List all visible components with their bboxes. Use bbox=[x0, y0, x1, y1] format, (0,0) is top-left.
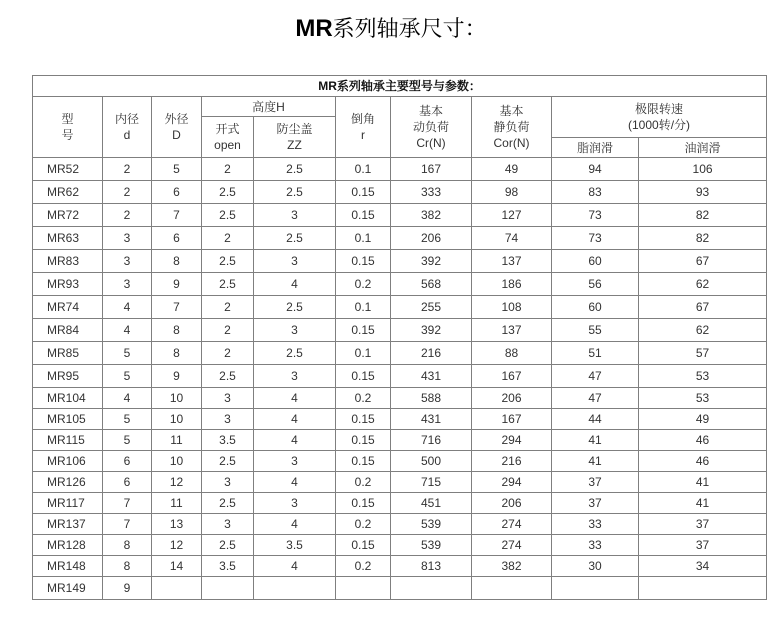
cell-open: 3 bbox=[202, 514, 254, 535]
table-row bbox=[33, 535, 767, 556]
cell-outer: 12 bbox=[152, 535, 202, 556]
cell-grease: 73 bbox=[552, 227, 639, 250]
header-outer-line1: 外径 bbox=[164, 112, 189, 126]
header-outer-line2: D bbox=[172, 128, 181, 142]
cell-zz: 3 bbox=[254, 493, 336, 514]
cell-zz: 2.5 bbox=[254, 296, 336, 319]
header-chamfer bbox=[336, 97, 391, 158]
cell-dynamic: 206 bbox=[391, 227, 472, 250]
header-dynamic-line3: Cr(N) bbox=[416, 136, 446, 150]
cell-zz: 3 bbox=[254, 451, 336, 472]
table-row bbox=[33, 577, 767, 600]
table-row bbox=[33, 319, 767, 342]
table-row bbox=[33, 342, 767, 365]
cell-inner: 2 bbox=[103, 181, 152, 204]
cell-model: MR62 bbox=[33, 181, 103, 204]
table-row bbox=[33, 181, 767, 204]
header-model bbox=[33, 97, 103, 158]
cell-oil: 62 bbox=[639, 319, 767, 342]
cell-oil: 49 bbox=[639, 409, 767, 430]
cell-static: 206 bbox=[472, 388, 552, 409]
cell-oil: 82 bbox=[639, 227, 767, 250]
cell-outer: 9 bbox=[152, 365, 202, 388]
cell-dynamic: 716 bbox=[391, 430, 472, 451]
cell-oil bbox=[639, 577, 767, 600]
cell-dynamic: 392 bbox=[391, 250, 472, 273]
cell-model: MR105 bbox=[33, 409, 103, 430]
table-row bbox=[33, 493, 767, 514]
cell-static: 127 bbox=[472, 204, 552, 227]
header-static-load bbox=[472, 97, 552, 158]
table-row bbox=[33, 451, 767, 472]
cell-inner: 6 bbox=[103, 451, 152, 472]
title-suffix: 系列轴承尺寸： bbox=[332, 17, 487, 42]
cell-dynamic: 588 bbox=[391, 388, 472, 409]
header-limit-speed bbox=[552, 97, 767, 138]
cell-model: MR93 bbox=[33, 273, 103, 296]
cell-chamfer: 0.2 bbox=[336, 472, 391, 493]
header-oil: 油润滑 bbox=[639, 138, 767, 158]
cell-outer: 6 bbox=[152, 227, 202, 250]
cell-static: 49 bbox=[472, 158, 552, 181]
cell-dynamic: 568 bbox=[391, 273, 472, 296]
cell-chamfer bbox=[336, 577, 391, 600]
page-title bbox=[0, 14, 782, 45]
cell-inner: 3 bbox=[103, 227, 152, 250]
cell-grease: 51 bbox=[552, 342, 639, 365]
cell-model: MR126 bbox=[33, 472, 103, 493]
cell-model: MR72 bbox=[33, 204, 103, 227]
cell-open: 2.5 bbox=[202, 365, 254, 388]
table-row bbox=[33, 296, 767, 319]
cell-inner: 4 bbox=[103, 319, 152, 342]
cell-open: 2 bbox=[202, 319, 254, 342]
cell-zz: 4 bbox=[254, 514, 336, 535]
cell-oil: 106 bbox=[639, 158, 767, 181]
cell-open: 2.5 bbox=[202, 535, 254, 556]
cell-oil: 34 bbox=[639, 556, 767, 577]
header-model-line1: 型 bbox=[61, 112, 74, 126]
cell-chamfer: 0.1 bbox=[336, 296, 391, 319]
cell-grease: 60 bbox=[552, 296, 639, 319]
cell-outer: 8 bbox=[152, 342, 202, 365]
cell-open: 2.5 bbox=[202, 204, 254, 227]
table-row bbox=[33, 365, 767, 388]
cell-chamfer: 0.15 bbox=[336, 204, 391, 227]
cell-outer: 6 bbox=[152, 181, 202, 204]
cell-inner: 3 bbox=[103, 273, 152, 296]
cell-zz: 3.5 bbox=[254, 535, 336, 556]
cell-static: 274 bbox=[472, 514, 552, 535]
cell-dynamic: 539 bbox=[391, 535, 472, 556]
cell-oil: 41 bbox=[639, 472, 767, 493]
cell-static: 137 bbox=[472, 250, 552, 273]
cell-chamfer: 0.1 bbox=[336, 227, 391, 250]
cell-oil: 53 bbox=[639, 365, 767, 388]
cell-model: MR137 bbox=[33, 514, 103, 535]
cell-model: MR84 bbox=[33, 319, 103, 342]
cell-inner: 7 bbox=[103, 514, 152, 535]
cell-dynamic: 500 bbox=[391, 451, 472, 472]
header-open bbox=[202, 117, 254, 158]
cell-zz: 3 bbox=[254, 319, 336, 342]
cell-open: 3.5 bbox=[202, 430, 254, 451]
cell-zz: 4 bbox=[254, 472, 336, 493]
cell-dynamic: 451 bbox=[391, 493, 472, 514]
header-inner-diameter bbox=[103, 97, 152, 158]
cell-static: 88 bbox=[472, 342, 552, 365]
cell-dynamic: 715 bbox=[391, 472, 472, 493]
cell-outer: 11 bbox=[152, 493, 202, 514]
cell-static: 206 bbox=[472, 493, 552, 514]
cell-open: 2.5 bbox=[202, 181, 254, 204]
cell-model: MR83 bbox=[33, 250, 103, 273]
cell-dynamic: 813 bbox=[391, 556, 472, 577]
cell-oil: 41 bbox=[639, 493, 767, 514]
cell-grease: 73 bbox=[552, 204, 639, 227]
cell-chamfer: 0.2 bbox=[336, 388, 391, 409]
header-chamfer-line2: r bbox=[361, 128, 365, 142]
cell-oil: 37 bbox=[639, 535, 767, 556]
cell-outer: 10 bbox=[152, 388, 202, 409]
cell-inner: 2 bbox=[103, 158, 152, 181]
cell-outer: 5 bbox=[152, 158, 202, 181]
header-height: 高度H bbox=[202, 97, 336, 117]
cell-zz bbox=[254, 577, 336, 600]
cell-grease: 33 bbox=[552, 514, 639, 535]
header-open-line1: 开式 bbox=[215, 122, 240, 136]
cell-grease: 30 bbox=[552, 556, 639, 577]
cell-grease: 60 bbox=[552, 250, 639, 273]
table-row bbox=[33, 158, 767, 181]
cell-open: 2 bbox=[202, 296, 254, 319]
header-model-line2: 号 bbox=[61, 128, 74, 142]
cell-grease: 37 bbox=[552, 472, 639, 493]
cell-outer: 12 bbox=[152, 472, 202, 493]
header-speed-line2: (1000转/分) bbox=[628, 118, 691, 132]
cell-oil: 46 bbox=[639, 451, 767, 472]
header-static-line2: 静负荷 bbox=[493, 120, 530, 134]
header-speed-line1: 极限转速 bbox=[635, 102, 684, 116]
cell-outer: 7 bbox=[152, 296, 202, 319]
cell-zz: 3 bbox=[254, 204, 336, 227]
cell-model: MR106 bbox=[33, 451, 103, 472]
cell-chamfer: 0.15 bbox=[336, 493, 391, 514]
cell-grease: 56 bbox=[552, 273, 639, 296]
cell-static: 137 bbox=[472, 319, 552, 342]
cell-chamfer: 0.1 bbox=[336, 158, 391, 181]
bearing-spec-table bbox=[32, 75, 767, 600]
cell-outer: 10 bbox=[152, 409, 202, 430]
table-row bbox=[33, 514, 767, 535]
cell-zz: 4 bbox=[254, 430, 336, 451]
cell-chamfer: 0.15 bbox=[336, 535, 391, 556]
cell-oil: 37 bbox=[639, 514, 767, 535]
cell-dynamic: 333 bbox=[391, 181, 472, 204]
cell-inner: 5 bbox=[103, 365, 152, 388]
cell-inner: 4 bbox=[103, 388, 152, 409]
cell-inner: 5 bbox=[103, 342, 152, 365]
cell-outer: 10 bbox=[152, 451, 202, 472]
cell-model: MR115 bbox=[33, 430, 103, 451]
cell-grease bbox=[552, 577, 639, 600]
cell-static: 74 bbox=[472, 227, 552, 250]
table-row bbox=[33, 250, 767, 273]
cell-chamfer: 0.15 bbox=[336, 181, 391, 204]
table-row bbox=[33, 430, 767, 451]
cell-zz: 4 bbox=[254, 388, 336, 409]
cell-grease: 44 bbox=[552, 409, 639, 430]
cell-static: 186 bbox=[472, 273, 552, 296]
table-row bbox=[33, 556, 767, 577]
cell-model: MR104 bbox=[33, 388, 103, 409]
cell-inner: 7 bbox=[103, 493, 152, 514]
cell-chamfer: 0.2 bbox=[336, 556, 391, 577]
cell-inner: 6 bbox=[103, 472, 152, 493]
cell-oil: 67 bbox=[639, 296, 767, 319]
cell-chamfer: 0.15 bbox=[336, 319, 391, 342]
cell-model: MR85 bbox=[33, 342, 103, 365]
table-row bbox=[33, 388, 767, 409]
cell-model: MR128 bbox=[33, 535, 103, 556]
cell-outer: 9 bbox=[152, 273, 202, 296]
cell-zz: 4 bbox=[254, 556, 336, 577]
cell-open: 2 bbox=[202, 227, 254, 250]
cell-model: MR74 bbox=[33, 296, 103, 319]
cell-grease: 47 bbox=[552, 365, 639, 388]
table-row bbox=[33, 227, 767, 250]
cell-outer: 14 bbox=[152, 556, 202, 577]
cell-outer bbox=[152, 577, 202, 600]
title-prefix: MR bbox=[295, 15, 333, 42]
cell-open: 2.5 bbox=[202, 451, 254, 472]
cell-inner: 2 bbox=[103, 204, 152, 227]
cell-open: 2 bbox=[202, 158, 254, 181]
cell-outer: 7 bbox=[152, 204, 202, 227]
header-static-line1: 基本 bbox=[499, 104, 524, 118]
cell-static: 382 bbox=[472, 556, 552, 577]
cell-model: MR149 bbox=[33, 577, 103, 600]
cell-zz: 4 bbox=[254, 409, 336, 430]
cell-oil: 82 bbox=[639, 204, 767, 227]
cell-chamfer: 0.1 bbox=[336, 342, 391, 365]
cell-dynamic: 392 bbox=[391, 319, 472, 342]
cell-inner: 8 bbox=[103, 556, 152, 577]
cell-zz: 2.5 bbox=[254, 227, 336, 250]
table-row bbox=[33, 204, 767, 227]
cell-static bbox=[472, 577, 552, 600]
cell-inner: 5 bbox=[103, 430, 152, 451]
cell-dynamic: 167 bbox=[391, 158, 472, 181]
cell-static: 274 bbox=[472, 535, 552, 556]
cell-static: 167 bbox=[472, 365, 552, 388]
header-dynamic-line2: 动负荷 bbox=[412, 120, 449, 134]
cell-grease: 94 bbox=[552, 158, 639, 181]
header-static-line3: Cor(N) bbox=[493, 136, 530, 150]
cell-open: 2 bbox=[202, 342, 254, 365]
cell-chamfer: 0.15 bbox=[336, 451, 391, 472]
cell-inner: 4 bbox=[103, 296, 152, 319]
cell-open: 3 bbox=[202, 388, 254, 409]
cell-outer: 8 bbox=[152, 319, 202, 342]
cell-dynamic: 382 bbox=[391, 204, 472, 227]
header-zz bbox=[254, 117, 336, 158]
cell-zz: 3 bbox=[254, 365, 336, 388]
cell-inner: 8 bbox=[103, 535, 152, 556]
cell-grease: 55 bbox=[552, 319, 639, 342]
header-outer-diameter bbox=[152, 97, 202, 158]
cell-model: MR148 bbox=[33, 556, 103, 577]
cell-inner: 5 bbox=[103, 409, 152, 430]
cell-open: 3 bbox=[202, 409, 254, 430]
cell-static: 216 bbox=[472, 451, 552, 472]
cell-static: 294 bbox=[472, 472, 552, 493]
cell-dynamic bbox=[391, 577, 472, 600]
cell-grease: 41 bbox=[552, 451, 639, 472]
cell-zz: 4 bbox=[254, 273, 336, 296]
cell-dynamic: 255 bbox=[391, 296, 472, 319]
header-dynamic-load bbox=[391, 97, 472, 158]
cell-dynamic: 216 bbox=[391, 342, 472, 365]
header-grease: 脂润滑 bbox=[552, 138, 639, 158]
cell-zz: 2.5 bbox=[254, 342, 336, 365]
cell-open: 3.5 bbox=[202, 556, 254, 577]
cell-dynamic: 539 bbox=[391, 514, 472, 535]
cell-chamfer: 0.15 bbox=[336, 365, 391, 388]
cell-outer: 8 bbox=[152, 250, 202, 273]
header-chamfer-line1: 倒角 bbox=[350, 112, 375, 126]
cell-zz: 2.5 bbox=[254, 158, 336, 181]
cell-open bbox=[202, 577, 254, 600]
cell-open: 2.5 bbox=[202, 250, 254, 273]
cell-open: 2.5 bbox=[202, 493, 254, 514]
table-row bbox=[33, 472, 767, 493]
cell-oil: 53 bbox=[639, 388, 767, 409]
cell-model: MR63 bbox=[33, 227, 103, 250]
cell-dynamic: 431 bbox=[391, 365, 472, 388]
cell-outer: 13 bbox=[152, 514, 202, 535]
cell-outer: 11 bbox=[152, 430, 202, 451]
cell-grease: 41 bbox=[552, 430, 639, 451]
cell-oil: 93 bbox=[639, 181, 767, 204]
table-row bbox=[33, 409, 767, 430]
cell-static: 98 bbox=[472, 181, 552, 204]
cell-open: 2.5 bbox=[202, 273, 254, 296]
cell-model: MR95 bbox=[33, 365, 103, 388]
cell-static: 294 bbox=[472, 430, 552, 451]
cell-zz: 3 bbox=[254, 250, 336, 273]
table-caption: MR系列轴承主要型号与参数： bbox=[33, 76, 767, 97]
cell-chamfer: 0.2 bbox=[336, 514, 391, 535]
cell-static: 167 bbox=[472, 409, 552, 430]
cell-chamfer: 0.15 bbox=[336, 250, 391, 273]
header-dynamic-line1: 基本 bbox=[418, 104, 443, 118]
cell-inner: 9 bbox=[103, 577, 152, 600]
cell-oil: 67 bbox=[639, 250, 767, 273]
cell-inner: 3 bbox=[103, 250, 152, 273]
cell-open: 3 bbox=[202, 472, 254, 493]
cell-oil: 62 bbox=[639, 273, 767, 296]
cell-grease: 47 bbox=[552, 388, 639, 409]
cell-oil: 57 bbox=[639, 342, 767, 365]
header-inner-line1: 内径 bbox=[114, 112, 139, 126]
header-zz-line1: 防尘盖 bbox=[276, 122, 313, 136]
header-zz-line2: ZZ bbox=[287, 138, 302, 152]
cell-grease: 37 bbox=[552, 493, 639, 514]
cell-zz: 2.5 bbox=[254, 181, 336, 204]
table-row bbox=[33, 273, 767, 296]
cell-static: 108 bbox=[472, 296, 552, 319]
header-inner-line2: d bbox=[123, 128, 131, 142]
cell-grease: 83 bbox=[552, 181, 639, 204]
cell-chamfer: 0.2 bbox=[336, 273, 391, 296]
cell-grease: 33 bbox=[552, 535, 639, 556]
cell-model: MR117 bbox=[33, 493, 103, 514]
cell-chamfer: 0.15 bbox=[336, 430, 391, 451]
cell-oil: 46 bbox=[639, 430, 767, 451]
cell-model: MR52 bbox=[33, 158, 103, 181]
cell-chamfer: 0.15 bbox=[336, 409, 391, 430]
cell-dynamic: 431 bbox=[391, 409, 472, 430]
header-open-line2: open bbox=[214, 138, 241, 152]
